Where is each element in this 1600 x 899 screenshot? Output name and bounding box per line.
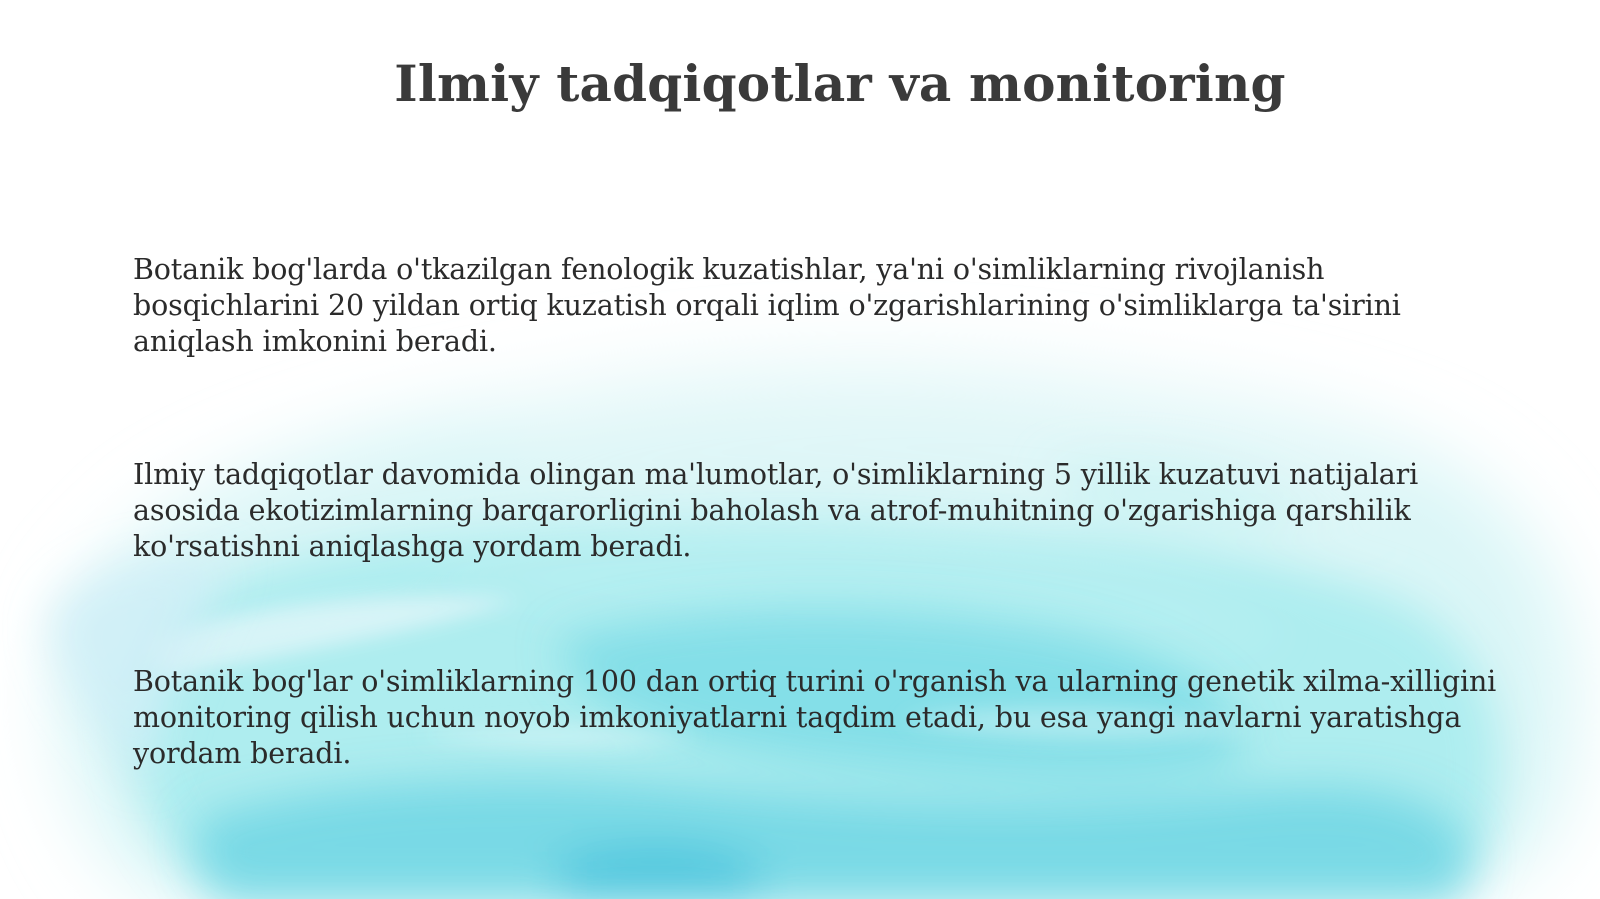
paragraph-ecosystem-stability: Ilmiy tadqiqotlar davomida olingan ma'lumotlar, o'simliklarning 5 yillik kuzatuvi natijalari asosida ekotizimlarning barqarorligini baholash va atrof-muhitning o'zgarishiga qarshilik ko'rsatishni aniqlashga yordam beradi. — [133, 458, 1419, 563]
paragraph-phenology: Botanik bog'larda o'tkazilgan fenologik kuzatishlar, ya'ni o'simliklarning rivojlanish bosqichlarini 20 yildan ortiq kuzatish orqali iqlim o'zgarishlarining o'simliklarga ta'sirini aniqlash imkonini beradi. — [133, 253, 1401, 358]
slide-title: Ilmiy tadqiqotlar va monitoring — [394, 54, 1286, 113]
paragraph-genetic-diversity: Botanik bog'lar o'simliklarning 100 dan ortiq turini o'rganish va ularning genetik xilma-xilligini monitoring qilish uchun noyob imkoniyatlarni taqdim etadi, bu esa yangi navlarni yaratishga yordam beradi. — [133, 665, 1497, 770]
